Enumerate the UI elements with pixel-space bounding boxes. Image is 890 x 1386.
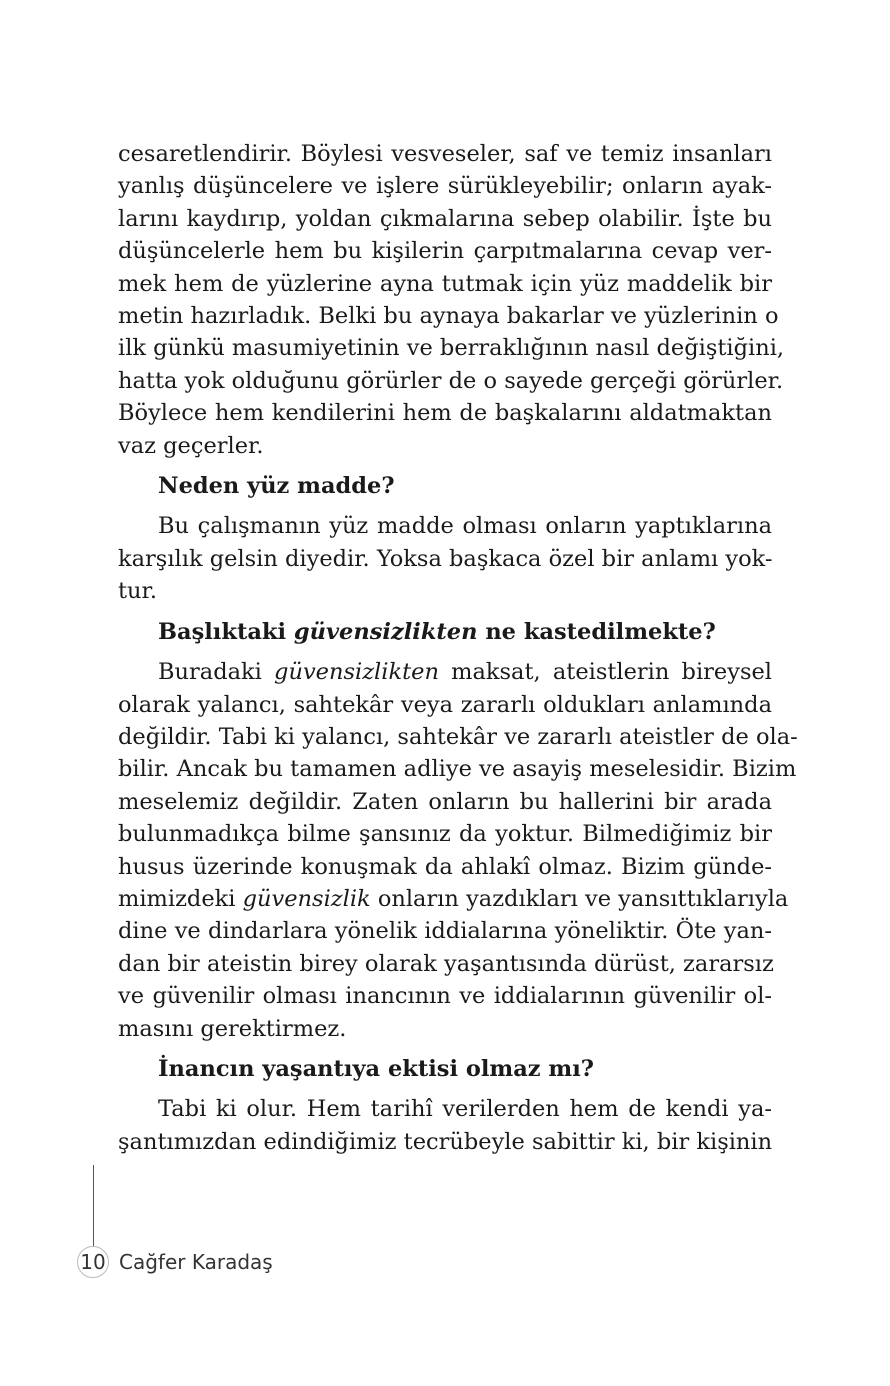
text-segment: Buradaki: [158, 659, 275, 686]
text-line: dan bir ateistin birey olarak yaşantısında dürüst, zararsız: [118, 950, 774, 977]
text-line: bilir. Ancak bu tamamen adliye ve asayiş meselesidir. Bizim: [118, 756, 797, 783]
heading-emphasis: güvensizlikten: [293, 618, 478, 645]
section-heading: Neden yüz madde?: [158, 473, 395, 500]
text-line: cesaretlendirir. Böylesi vesveseler, saf ve temiz insanları: [118, 141, 772, 167]
text-line: larını kaydırıp, yoldan çıkmalarına sebep olabilir. İşte bu: [118, 205, 772, 232]
text-line: düşüncelerle hem bu kişilerin çarpıtmalarına cevap ver-: [118, 238, 772, 265]
text-line: Tabi ki olur. Hem tarihî verilerden hem de kendi ya-: [158, 1096, 772, 1123]
paragraph-3: [118, 656, 798, 1045]
page-footer: [77, 1246, 273, 1278]
text-segment: maksat, ateistlerin bireysel: [438, 659, 772, 686]
paragraph-4: [118, 1093, 772, 1158]
text-line: karşılık gelsin diyedir. Yoksa başkaca özel bir anlamı yok-: [118, 545, 773, 572]
section-heading: [118, 616, 772, 648]
text-line: metin hazırladık. Belki bu aynaya bakarlar ve yüzlerinin o: [118, 303, 779, 330]
text-line: masını gerektirmez.: [118, 1015, 347, 1042]
text-line: ilk günkü masumiyetinin ve berraklığının nasıl değiştiğini,: [118, 335, 785, 362]
text-line: bulunmadıkça bilme şansınız da yoktur. Bilmediğimiz bir: [118, 821, 772, 848]
text-line: vaz geçerler.: [118, 432, 264, 459]
author-name: Cağfer Karadaş: [119, 1250, 273, 1274]
page-body: [118, 138, 798, 1158]
text-emphasis: güvensizlikten: [274, 659, 439, 686]
text-line: tur.: [118, 578, 157, 605]
text-segment: mimizdeki: [118, 885, 243, 912]
text-emphasis: güvensizlik: [242, 885, 371, 912]
text-line: yanlış düşüncelere ve işlere sürükleyebilir; onların ayak-: [118, 173, 772, 200]
text-line: mek hem de yüzlerine ayna tutmak için yüz maddelik bir: [118, 270, 772, 297]
text-line: Bu çalışmanın yüz madde olması onların yaptıklarına: [158, 513, 772, 540]
paragraph-2: [118, 510, 772, 607]
text-line: değildir. Tabi ki yalancı, sahtekâr ve zararlı ateistler de ola-: [118, 723, 798, 750]
text-segment: onların yazdıkları ve yansıttıklarıyla: [370, 885, 789, 912]
page-number: 10: [77, 1246, 109, 1278]
text-line: olarak yalancı, sahtekâr veya zararlı oldukları anlamında: [118, 691, 772, 718]
text-line: dine ve dindarlara yönelik iddialarına yöneliktir. Öte yan-: [118, 918, 772, 945]
paragraph-1: [118, 138, 785, 462]
text-line: Böylece hem kendilerini hem de başkalarını aldatmaktan: [118, 400, 772, 427]
text-line: meselemiz değildir. Zaten onların bu hallerini bir arada: [118, 788, 772, 815]
section-heading: İnancın yaşantıya ektisi olmaz mı?: [158, 1055, 594, 1082]
text-line: hatta yok olduğunu görürler de o sayede gerçeği görürler.: [118, 367, 784, 394]
text-line: şantımızdan edindiğimiz tecrübeyle sabittir ki, bir kişinin: [118, 1128, 773, 1155]
heading-text: ne kastedilmekte?: [477, 618, 716, 645]
heading-text: Başlıktaki: [158, 618, 294, 645]
text-line: [118, 656, 772, 688]
text-line: [118, 883, 789, 915]
text-line: ve güvenilir olması inancının ve iddialarının güvenilir ol-: [118, 983, 772, 1010]
text-line: husus üzerinde konuşmak da ahlakî olmaz. Bizim günde-: [118, 853, 772, 880]
